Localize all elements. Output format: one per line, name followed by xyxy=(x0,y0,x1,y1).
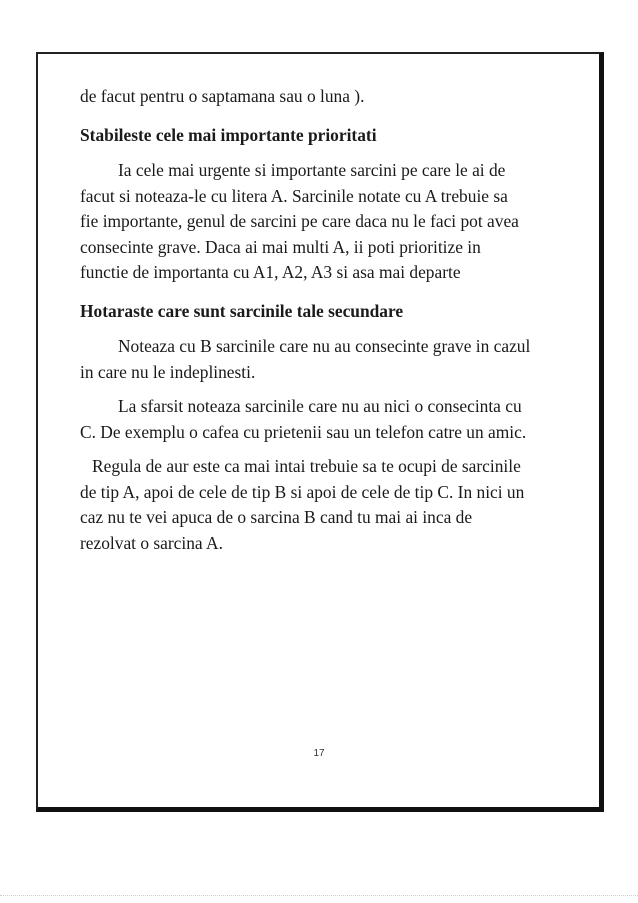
secondary-paragraph-b xyxy=(80,334,566,385)
intro-line: de facut pentru o saptamana sau o luna ). xyxy=(80,86,365,106)
paragraph-line: caz nu te vei apuca de o sarcina B cand tu mai ai inca de xyxy=(80,507,473,527)
paragraph-line: consecinte grave. Daca ai mai multi A, ii poti prioritize in xyxy=(80,236,481,257)
paragraph-line: fie importante, genul de sarcini pe care daca nu le faci pot avea xyxy=(80,211,519,231)
paragraph-line: Regula de aur este ca mai intai trebuie sa te ocupi de sarcinile xyxy=(92,456,521,476)
paragraph-line: Ia cele mai urgente si importante sarcini pe care le ai de xyxy=(118,160,506,180)
section-heading-priorities: Stabileste cele mai importante prioritati xyxy=(80,124,377,145)
golden-rule-paragraph xyxy=(80,454,566,556)
paragraph-line: in care nu le indeplinesti. xyxy=(80,361,256,382)
page-number: 17 xyxy=(313,748,325,759)
paragraph-line: C. De exemplu o cafea cu prietenii sau un telefon catre un amic. xyxy=(80,421,527,442)
document-body xyxy=(80,84,566,565)
priorities-paragraph xyxy=(80,158,566,286)
paragraph-line: de tip A, apoi de cele de tip B si apoi de cele de tip C. In nici un xyxy=(80,481,525,502)
paragraph-line: rezolvat o sarcina A. xyxy=(80,532,223,553)
scan-edge-dots xyxy=(0,895,638,897)
paragraph-line: Noteaza cu B sarcinile care nu au consecinte grave in cazul xyxy=(118,336,531,356)
secondary-paragraph-c xyxy=(80,394,566,445)
paragraph-line: La sfarsit noteaza sarcinile care nu au nici o consecinta cu xyxy=(118,396,522,416)
paragraph-line: facut si noteaza-le cu litera A. Sarcinile notate cu A trebuie sa xyxy=(80,185,508,206)
section-heading-secondary: Hotaraste care sunt sarcinile tale secundare xyxy=(80,300,404,321)
paragraph-line: functie de importanta cu A1, A2, A3 si asa mai departe xyxy=(80,262,461,282)
